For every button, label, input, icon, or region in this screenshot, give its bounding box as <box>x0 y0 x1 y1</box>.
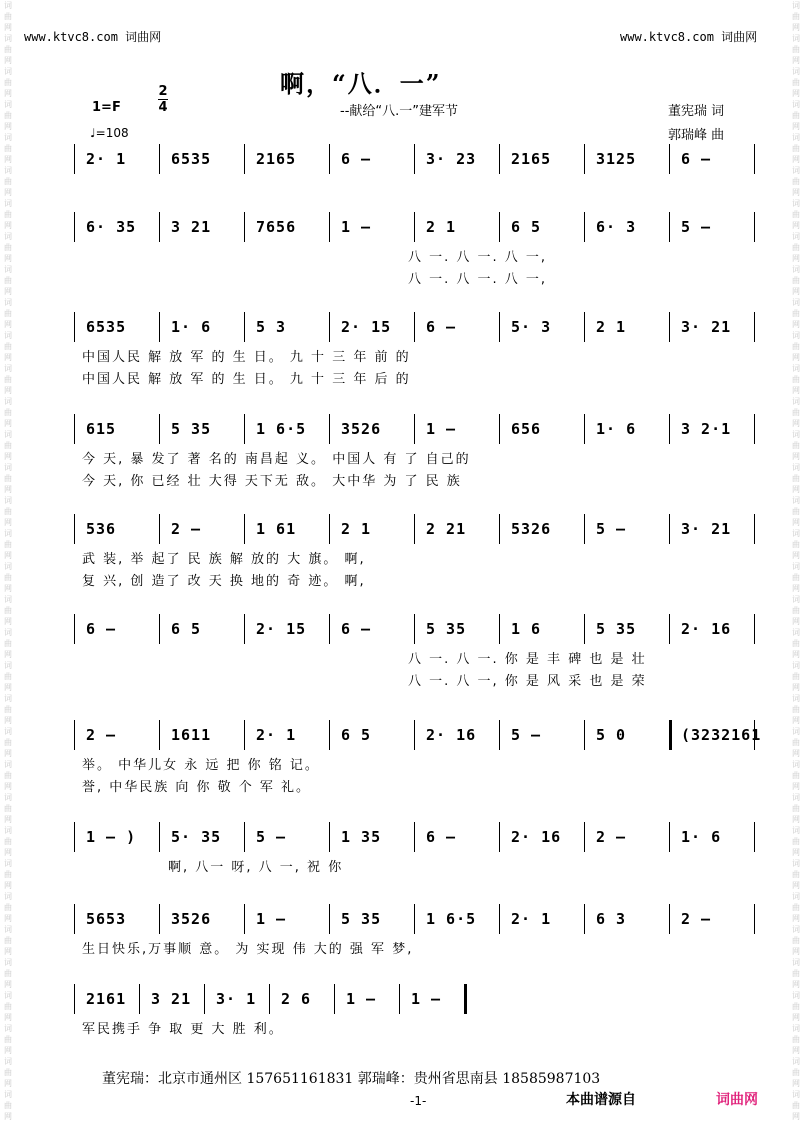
measure: 3· 21 <box>681 318 732 336</box>
measure: 7656 <box>256 218 297 236</box>
measure: 1611 <box>171 726 212 744</box>
measure: 615 <box>86 420 117 438</box>
measure: 2 1 <box>341 520 372 538</box>
measure: 3· 21 <box>681 520 732 538</box>
barline <box>584 414 585 444</box>
lyric-line: 军民携手 争 取 更 大 胜 利。 <box>82 1022 284 1037</box>
barline <box>139 984 140 1014</box>
lyric-line: 中国人民 解 放 军 的 生 日。 九 十 三 年 后 的 <box>82 372 411 387</box>
barline <box>414 720 415 750</box>
measure: 2· 15 <box>341 318 392 336</box>
barline <box>669 904 670 934</box>
measure: 1 35 <box>341 828 382 846</box>
measure: 6 – <box>86 620 117 638</box>
barline <box>669 614 670 644</box>
barline <box>159 822 160 852</box>
lyric-line: 八 一. 八 一. 你 是 丰 碑 也 是 壮 <box>408 652 647 667</box>
barline <box>669 212 670 242</box>
measure: 1 – <box>411 990 442 1008</box>
measure: 3 21 <box>151 990 192 1008</box>
measure: 1 6 <box>511 620 542 638</box>
measure: 5326 <box>511 520 552 538</box>
measure: 2· 1 <box>511 910 552 928</box>
time-signature <box>158 84 168 115</box>
measure: 1 – <box>346 990 377 1008</box>
measure: 3526 <box>341 420 382 438</box>
barline <box>159 414 160 444</box>
measure: 6 – <box>426 318 457 336</box>
measure: 1· 6 <box>681 828 722 846</box>
measure: 5 – <box>511 726 542 744</box>
measure: 5 35 <box>596 620 637 638</box>
barline <box>669 414 670 444</box>
measure: 5 3 <box>256 318 287 336</box>
barline <box>244 720 245 750</box>
time-signature-bottom: 4 <box>158 100 168 115</box>
measure: 1 6·5 <box>426 910 477 928</box>
barline <box>754 312 755 342</box>
barline <box>499 614 500 644</box>
contact-footer: 董宪瑞：北京市通州区 157651161831 郭瑞峰：贵州省思南县 18585987103 <box>102 1071 601 1087</box>
barline <box>74 212 75 242</box>
measure: 2· 16 <box>681 620 732 638</box>
lyric-line: 生日快乐,万事顺 意。 为 实现 伟 大的 强 军 梦, <box>82 942 414 957</box>
barline <box>159 212 160 242</box>
measure: 1 6·5 <box>256 420 307 438</box>
measure: 2· 1 <box>256 726 297 744</box>
measure: 6 5 <box>171 620 202 638</box>
measure: 656 <box>511 420 542 438</box>
lyric-line: 八 一. 八 一, 你 是 风 采 也 是 荣 <box>408 674 647 689</box>
measure: 6· 3 <box>596 218 637 236</box>
measure: 5 35 <box>341 910 382 928</box>
barline <box>499 514 500 544</box>
measure: 2165 <box>511 150 552 168</box>
measure: 3 21 <box>171 218 212 236</box>
barline <box>74 904 75 934</box>
barline <box>669 720 672 750</box>
barline <box>669 312 670 342</box>
barline <box>244 614 245 644</box>
barline <box>244 904 245 934</box>
measure: 2 – <box>171 520 202 538</box>
barline <box>499 144 500 174</box>
barline <box>329 822 330 852</box>
barline <box>584 144 585 174</box>
barline <box>159 312 160 342</box>
lyric-line: 啊, 八一 呀, 八 一, 祝 你 <box>168 860 344 875</box>
measure: 6 – <box>681 150 712 168</box>
barline <box>669 822 670 852</box>
measure: 5· 3 <box>511 318 552 336</box>
measure: 2· 1 <box>86 150 127 168</box>
barline <box>669 514 670 544</box>
barline <box>414 904 415 934</box>
measure: 3· 23 <box>426 150 477 168</box>
measure: 6 3 <box>596 910 627 928</box>
lyric-line: 八 一. 八 一. 八 一, <box>408 272 548 287</box>
barline <box>584 212 585 242</box>
barline <box>159 614 160 644</box>
measure: 6 5 <box>341 726 372 744</box>
measure: 2 21 <box>426 520 467 538</box>
barline <box>269 984 270 1014</box>
barline <box>329 720 330 750</box>
time-signature-top: 2 <box>158 84 168 99</box>
barline <box>74 822 75 852</box>
barline <box>329 212 330 242</box>
barline <box>754 144 755 174</box>
measure: 5653 <box>86 910 127 928</box>
measure: 2 – <box>596 828 627 846</box>
barline <box>754 514 755 544</box>
barline <box>244 312 245 342</box>
barline <box>499 720 500 750</box>
barline <box>244 822 245 852</box>
barline <box>584 904 585 934</box>
measure: 5 35 <box>171 420 212 438</box>
barline <box>414 212 415 242</box>
barline <box>754 904 755 934</box>
barline <box>74 984 75 1014</box>
measure: 5 35 <box>426 620 467 638</box>
measure: 3· 1 <box>216 990 257 1008</box>
barline <box>584 720 585 750</box>
barline <box>329 904 330 934</box>
barline <box>74 514 75 544</box>
barline <box>159 720 160 750</box>
barline <box>334 984 335 1014</box>
measure: 1· 6 <box>171 318 212 336</box>
measure: 3125 <box>596 150 637 168</box>
lyric-line: 举。 中华儿女 永 远 把 你 铭 记。 <box>82 758 320 773</box>
measure: 2 – <box>86 726 117 744</box>
measure: 536 <box>86 520 117 538</box>
measure: 5· 35 <box>171 828 222 846</box>
barline <box>204 984 205 1014</box>
barline <box>329 144 330 174</box>
barline <box>399 984 400 1014</box>
measure: 1 – ) <box>86 828 137 846</box>
measure: 6 5 <box>511 218 542 236</box>
header-site-right: www.ktvc8.com 词曲网 <box>620 30 758 44</box>
lyric-line: 中国人民 解 放 军 的 生 日。 九 十 三 年 前 的 <box>82 350 411 365</box>
measure: 6 – <box>341 150 372 168</box>
measure: 1 61 <box>256 520 297 538</box>
measure: (3232161 <box>681 726 762 744</box>
barline <box>499 312 500 342</box>
measure: 3526 <box>171 910 212 928</box>
barline <box>244 144 245 174</box>
barline <box>329 414 330 444</box>
barline <box>74 414 75 444</box>
barline <box>414 312 415 342</box>
barline <box>159 514 160 544</box>
barline <box>584 514 585 544</box>
measure: 2 6 <box>281 990 312 1008</box>
barline <box>464 984 467 1014</box>
barline <box>74 144 75 174</box>
barline <box>414 614 415 644</box>
song-subtitle: --献给“八.一”建军节 <box>340 104 458 119</box>
measure: 6535 <box>171 150 212 168</box>
measure: 5 – <box>596 520 627 538</box>
barline <box>244 212 245 242</box>
measure: 2 1 <box>596 318 627 336</box>
barline <box>414 144 415 174</box>
source-label: 本曲谱源自 <box>566 1092 636 1108</box>
measure: 6 – <box>426 828 457 846</box>
barline <box>584 312 585 342</box>
barline <box>754 822 755 852</box>
barline <box>499 904 500 934</box>
measure: 2165 <box>256 150 297 168</box>
barline <box>754 614 755 644</box>
lyric-line: 武 装, 举 起了 民 族 解 放的 大 旗。 啊, <box>82 552 366 567</box>
measure: 5 – <box>681 218 712 236</box>
barline <box>754 414 755 444</box>
measure: 6· 35 <box>86 218 137 236</box>
lyric-line: 今 天, 暴 发了 著 名的 南昌起 义。 中国人 有 了 自己的 <box>82 452 471 467</box>
song-title: 啊，“八．一” <box>280 69 442 98</box>
barline <box>74 614 75 644</box>
barline <box>329 614 330 644</box>
barline <box>74 312 75 342</box>
measure: 2161 <box>86 990 127 1008</box>
measure: 1 – <box>341 218 372 236</box>
barline <box>414 414 415 444</box>
barline <box>584 614 585 644</box>
measure: 1· 6 <box>596 420 637 438</box>
lyric-line: 今 天, 你 已经 壮 大得 天下无 敌。 大中华 为 了 民 族 <box>82 474 462 489</box>
measure: 1 – <box>426 420 457 438</box>
barline <box>159 904 160 934</box>
tempo-marking: ♩=108 <box>90 126 129 140</box>
barline <box>669 144 670 174</box>
measure: 2· 16 <box>426 726 477 744</box>
measure: 5 0 <box>596 726 627 744</box>
barline <box>499 212 500 242</box>
right-watermark-strip: 词曲网 词曲网 词曲网 词曲网 词曲网 词曲网 词曲网 词曲网 词曲网 词曲网 词曲网 词曲网 词曲网 词曲网 词曲网 词曲网 词曲网 词曲网 词曲网 词曲网 词曲网 词曲网 词曲网 词曲网 词曲网 词曲网 词曲网 词曲网 词曲网 词曲网 词曲网 词曲网 词曲网 词曲网 <box>792 1 800 1121</box>
measure: 2· 16 <box>511 828 562 846</box>
barline <box>329 514 330 544</box>
lyric-line: 誉, 中华民族 向 你 敬 个 军 礼。 <box>82 780 312 795</box>
composer-credit: 郭瑞峰 曲 <box>668 128 725 143</box>
measure: 2 – <box>681 910 712 928</box>
barline <box>244 414 245 444</box>
barline <box>329 312 330 342</box>
barline <box>414 822 415 852</box>
measure: 2· 15 <box>256 620 307 638</box>
barline <box>74 720 75 750</box>
key-signature: 1=F <box>92 100 121 115</box>
source-logo: 词曲网 <box>716 1092 758 1108</box>
barline <box>414 514 415 544</box>
barline <box>754 212 755 242</box>
left-watermark-strip: 词曲网 词曲网 词曲网 词曲网 词曲网 词曲网 词曲网 词曲网 词曲网 词曲网 词曲网 词曲网 词曲网 词曲网 词曲网 词曲网 词曲网 词曲网 词曲网 词曲网 词曲网 词曲网 词曲网 词曲网 词曲网 词曲网 词曲网 词曲网 词曲网 词曲网 词曲网 词曲网 词曲网 词曲网 <box>4 1 12 1121</box>
measure: 3 2·1 <box>681 420 732 438</box>
lyricist-credit: 董宪瑞 词 <box>668 104 725 119</box>
barline <box>499 822 500 852</box>
lyric-line: 复 兴, 创 造了 改 天 换 地的 奇 迹。 啊, <box>82 574 366 589</box>
measure: 6 – <box>341 620 372 638</box>
barline <box>584 822 585 852</box>
barline <box>499 414 500 444</box>
measure: 1 – <box>256 910 287 928</box>
measure: 2 1 <box>426 218 457 236</box>
page-number: -1- <box>410 1094 427 1108</box>
barline <box>244 514 245 544</box>
header-site-left: www.ktvc8.com 词曲网 <box>24 30 162 44</box>
measure: 6535 <box>86 318 127 336</box>
lyric-line: 八 一. 八 一. 八 一, <box>408 250 548 265</box>
barline <box>159 144 160 174</box>
measure: 5 – <box>256 828 287 846</box>
